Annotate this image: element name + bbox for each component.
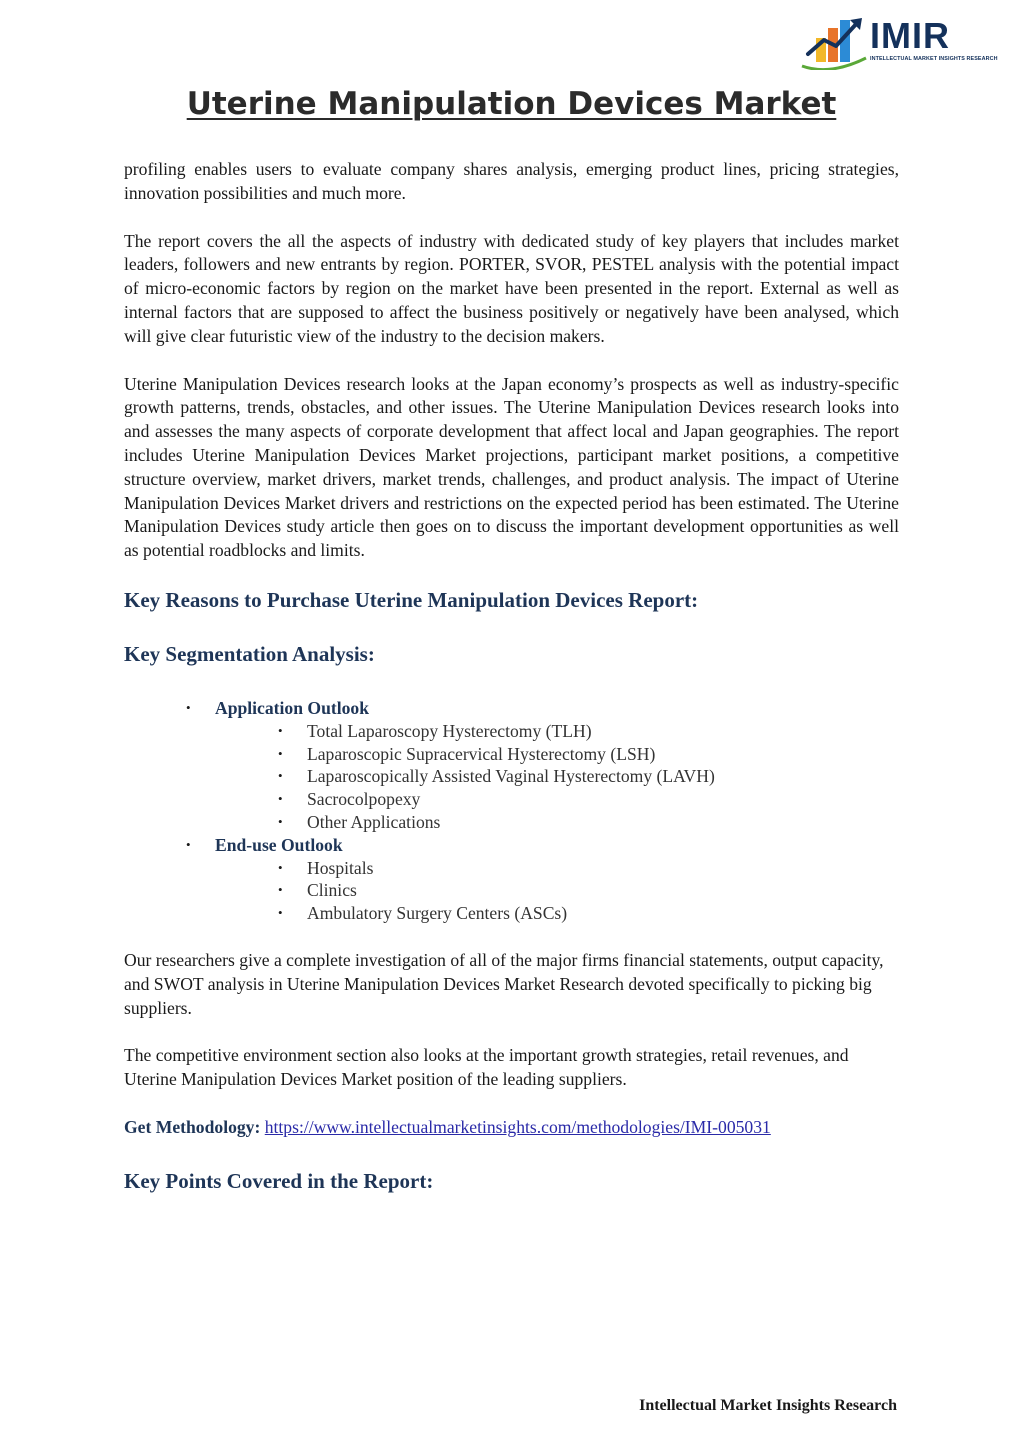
bullet-icon: • [278,791,283,807]
list-item [124,788,899,811]
list-item [124,811,899,834]
bullet-icon: • [278,905,283,921]
list-item [124,879,899,902]
logo-tagline: INTELLECTUAL MARKET INSIGHTS RESEARCH [870,56,998,62]
logo-chart-icon [800,14,870,70]
paragraph-competitive-environment: The competitive environment section also looks at the important growth strategies, retail revenues, and Uterine Manipulation Devices Market position of the leading suppliers. [124,1045,849,1090]
bullet-icon: • [278,722,283,738]
paragraph-profiling: profiling enables users to evaluate company shares analysis, emerging product lines, pricing strategies, innovation possibilities and much more. [124,159,899,203]
list-item-text: Other Applications [307,811,441,832]
segmentation-list [124,697,899,925]
bullet-icon: • [278,859,283,875]
list-item-text: Sacrocolpopexy [307,789,421,810]
segment-enduse-outlook [124,834,899,925]
enduse-items [215,857,899,925]
heading-key-segmentation: Key Segmentation Analysis: [124,641,375,666]
heading-key-points: Key Points Covered in the Report: [124,1168,434,1193]
bullet-icon: • [278,813,283,829]
methodology-label: Get Methodology: [124,1116,261,1137]
company-logo [800,14,1000,70]
methodology-link[interactable]: https://www.intellectualmarketinsights.com/methodologies/IMI-005031 [264,1116,771,1137]
list-item [124,902,899,925]
paragraph-report-coverage: The report covers the all the aspects of industry with dedicated study of key players that includes market leaders, followers and new entrants by region. PORTER, SVOR, PESTEL analysis with the potential impact of micro-economic factors by region on the market have been presented in the report. External as well as internal factors that are supposed to affect the business positively or negatively have been analysed, which will give clear futuristic view of the industry to the decision makers. [124,230,899,346]
bullet-icon: • [186,836,191,852]
list-item [124,765,899,788]
page-title: Uterine Manipulation Devices Market [186,86,837,122]
list-item-text: Laparoscopic Supracervical Hysterectomy (LSH) [307,743,656,764]
segment-application-outlook [124,697,899,834]
document-body [124,158,899,1222]
page-footer: Intellectual Market Insights Research [639,1397,897,1414]
heading-key-reasons: Key Reasons to Purchase Uterine Manipulation Devices Report: [124,587,699,612]
list-item [124,720,899,743]
bullet-icon: • [278,745,283,761]
paragraph-researchers: Our researchers give a complete investigation of all of the major firms financial statements, output capacity, and SWOT analysis in Uterine Manipulation Devices Market Research devoted specifically to picking big suppliers. [124,949,884,1018]
list-item-text: Laparoscopically Assisted Vaginal Hysterectomy (LAVH) [307,766,715,787]
segment-label: Application Outlook [215,697,369,718]
list-item-text: Total Laparoscopy Hysterectomy (TLH) [307,720,592,741]
bullet-icon: • [278,768,283,784]
list-item [124,743,899,766]
logo-wordmark: IMIR [870,15,950,56]
bullet-icon: • [186,699,191,715]
list-item-text: Ambulatory Surgery Centers (ASCs) [307,903,568,924]
list-item [124,857,899,880]
methodology-line [124,1116,899,1140]
application-items [215,720,899,834]
bullet-icon: • [278,882,283,898]
list-item-text: Clinics [307,880,357,901]
segment-label: End-use Outlook [215,834,343,855]
list-item-text: Hospitals [307,857,374,878]
paragraph-research-overview: Uterine Manipulation Devices research looks at the Japan economy’s prospects as well as industry-specific growth patterns, trends, obstacles, and other issues. The Uterine Manipulation Devices research looks into and assesses the many aspects of corporate development that affect local and Japan geographies. The report includes Uterine Manipulation Devices Market projections, participant market positions, a competitive structure overview, market drivers, market trends, challenges, and product analysis. The impact of Uterine Manipulation Devices Market drivers and restrictions on the expected period has been estimated. The Uterine Manipulation Devices study article then goes on to discuss the important development opportunities as well as potential roadblocks and limits. [124,373,899,561]
